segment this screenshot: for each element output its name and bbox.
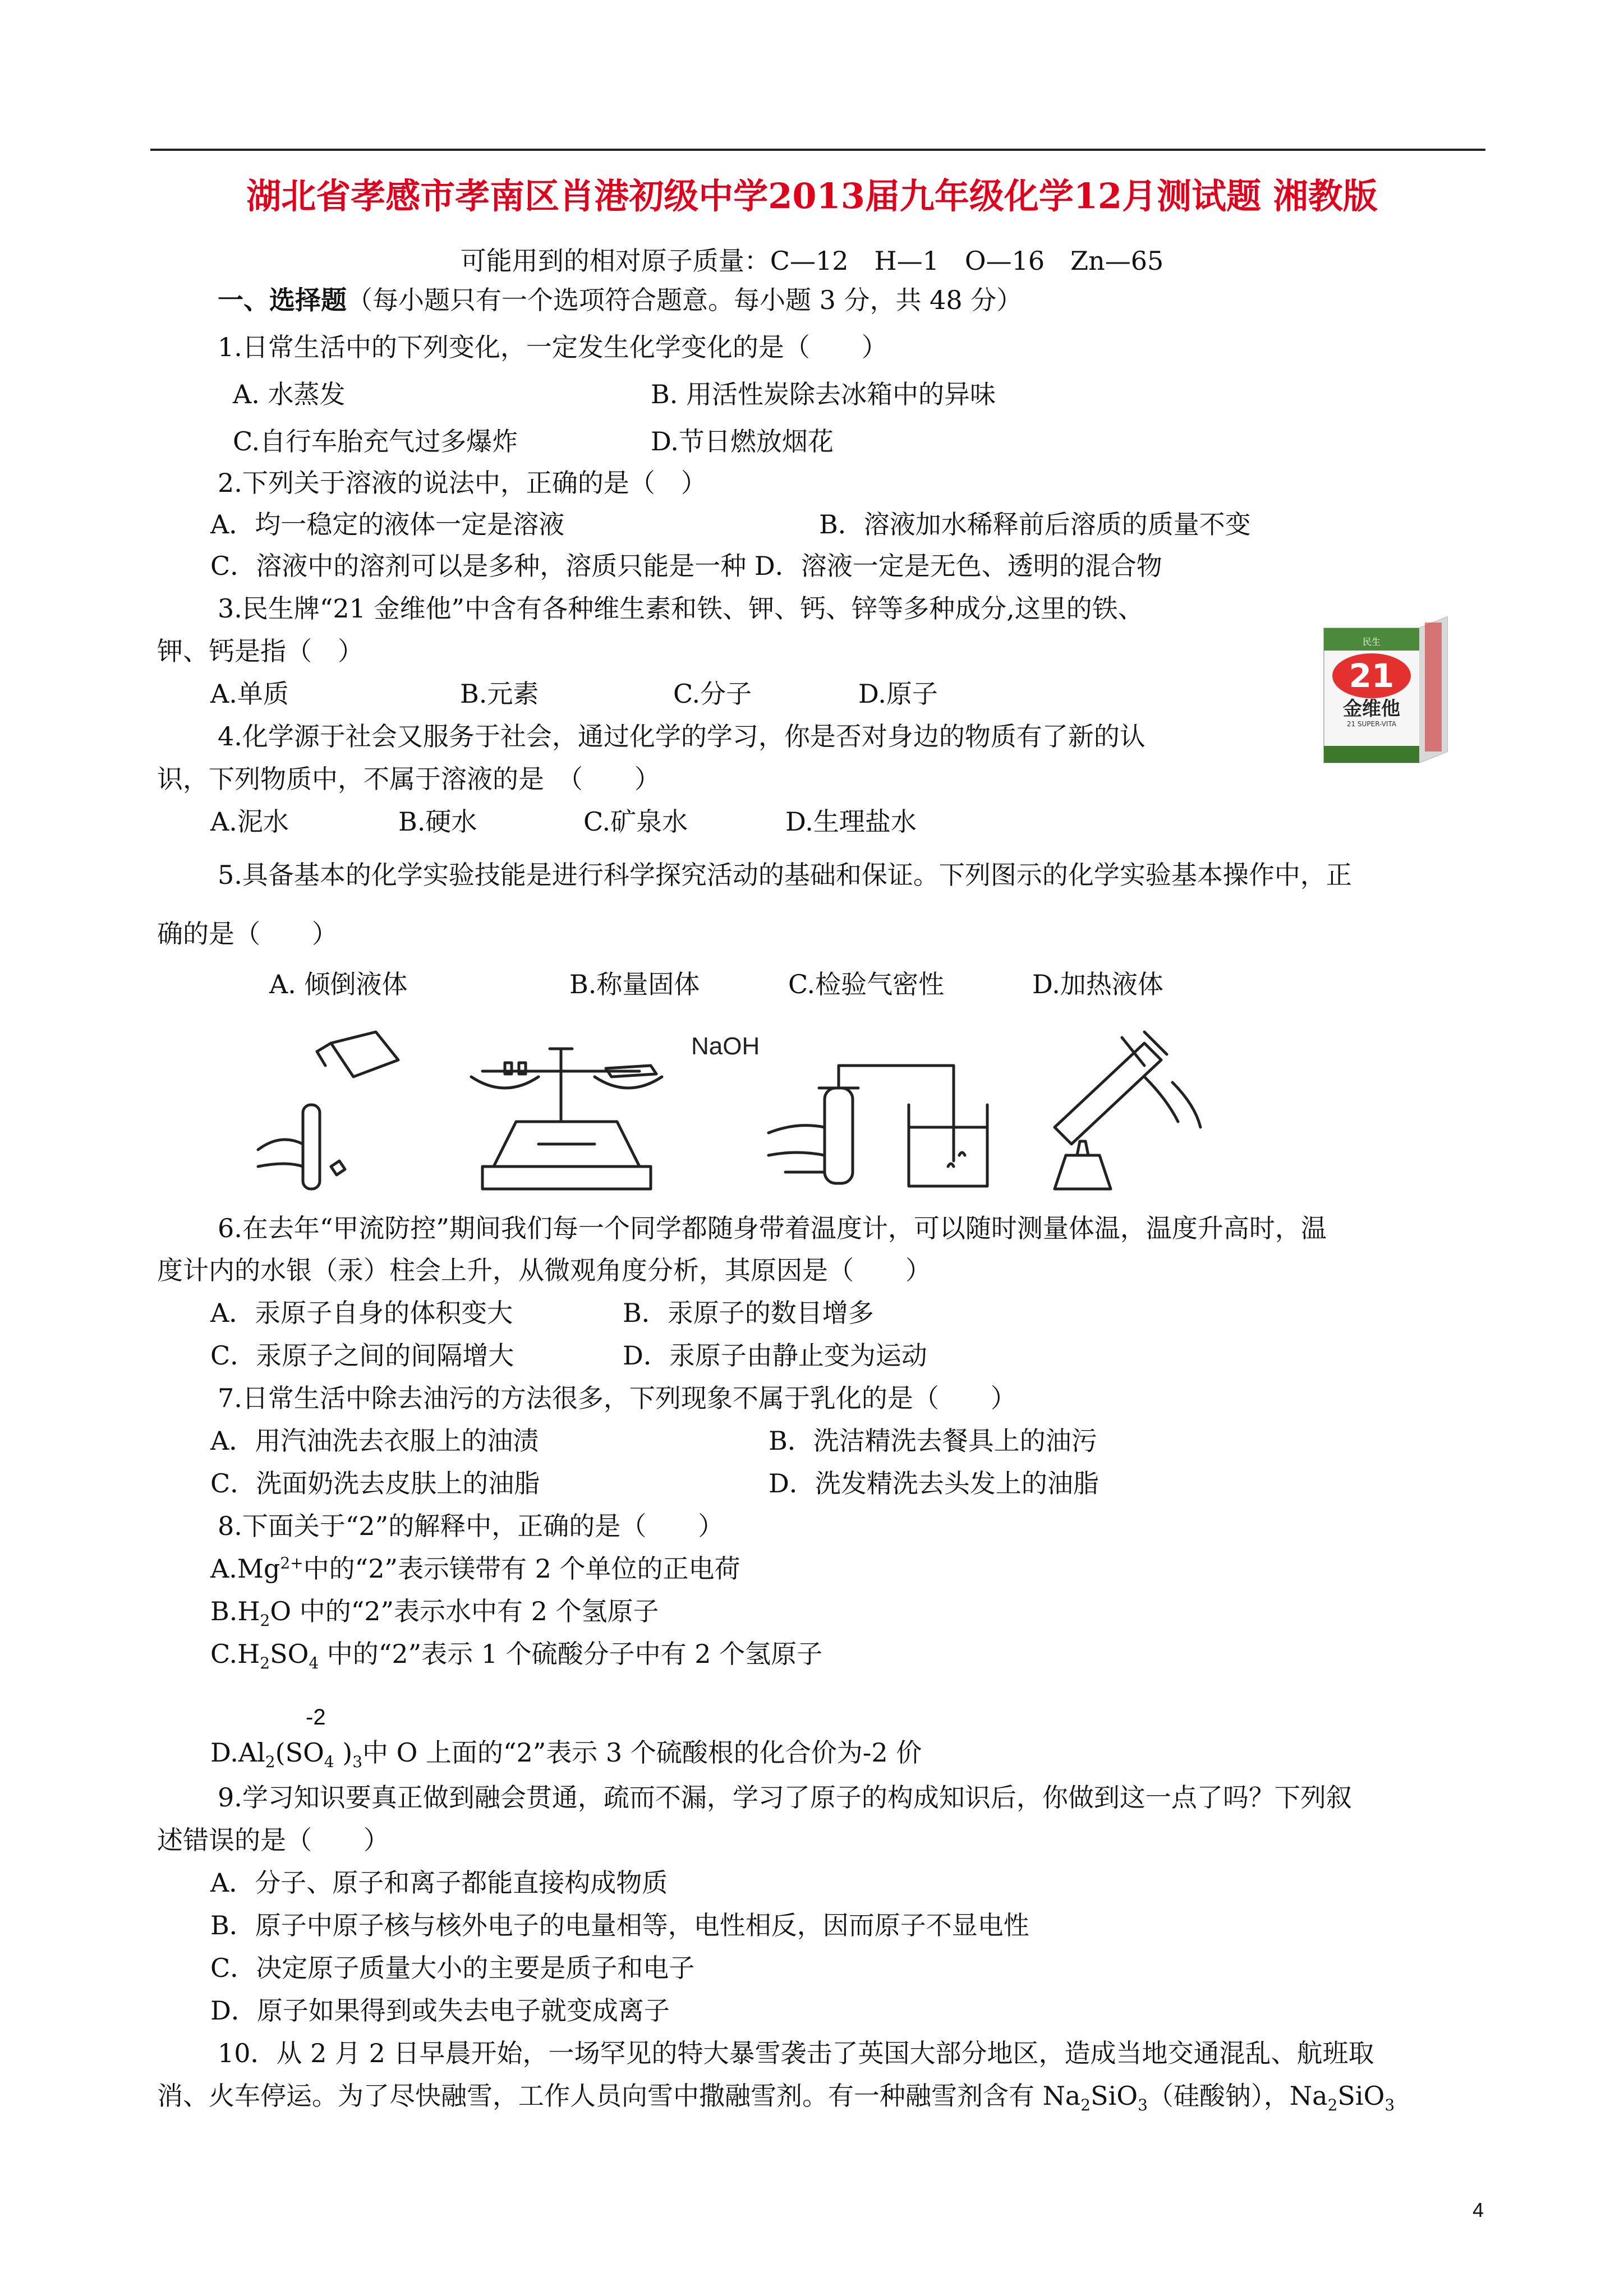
q10-formula-1: SiO <box>1091 2081 1138 2111</box>
q6-stem-1: 6.在去年“甲流防控”期间我们每一个同学都随身带着温度计，可以随时测量体温，温度升高时，温 <box>218 1213 1327 1243</box>
naoh-label: NaOH <box>691 1032 760 1060</box>
q8-d-subscript-3: 3 <box>352 1753 363 1772</box>
q3-option-c: C.分子 <box>673 679 752 709</box>
section-title: 一、选择题 <box>218 285 347 315</box>
q9-stem-2: 述错误的是（ ） <box>157 1825 389 1855</box>
q4-stem-1: 4.化学源于社会又服务于社会，通过化学的学习，你是否对身边的物质有了新的认 <box>218 721 1145 751</box>
q9-option-a: A．分子、原子和离子都能直接构成物质 <box>210 1868 668 1898</box>
q10-formula-2: SiO <box>1337 2081 1385 2111</box>
q1-option-a: A. 水蒸发 <box>233 379 346 409</box>
q10-sub-3: 2 <box>1327 2096 1338 2115</box>
q8-d-valence-mark: -2 <box>306 1705 326 1730</box>
q5-option-c: C.检验气密性 <box>788 969 945 999</box>
q8-option-b <box>210 1597 659 1630</box>
q3-option-d: D.原子 <box>858 679 938 709</box>
q9-stem-1: 9.学习知识要真正做到融会贯通，疏而不漏，学习了原子的构成知识后，你做到这一点了吗？下列叙 <box>218 1782 1352 1813</box>
q3-option-a: A.单质 <box>210 679 289 709</box>
q10-text-2: （硅酸钠），Na <box>1147 2081 1328 2111</box>
q10-stem-1: 10．从 2 月 2 日早晨开始，一场罕见的特大暴雪袭击了英国大部分地区，造成当地交通混乱、航班取 <box>218 2038 1374 2068</box>
q5-option-b: B.称量固体 <box>569 969 700 999</box>
q8-stem: 8.下面关于“2”的解释中，正确的是（ ） <box>218 1511 724 1541</box>
q8-c-subscript-1: 2 <box>260 1654 270 1673</box>
q8-b-formula: B.H <box>210 1596 260 1626</box>
section-note: （每小题只有一个选项符合题意。每小题 3 分，共 48 分） <box>347 285 1023 315</box>
document-title: 湖北省孝感市孝南区肖港初级中学2013届九年级化学12月测试题 湘教版 <box>246 176 1378 216</box>
q10-stem-2 <box>157 2082 1395 2114</box>
q8-option-a <box>210 1555 740 1583</box>
airtightness-figure <box>769 1066 987 1186</box>
balance-figure <box>471 1049 662 1189</box>
q8-d-formula-mid2: ) <box>334 1737 353 1768</box>
q4-option-b: B.硬水 <box>398 806 477 837</box>
atomic-masses: 可能用到的相对原子质量：C—12 H—1 O—16 Zn—65 <box>460 246 1164 276</box>
q1-option-b: B. 用活性炭除去冰箱中的异味 <box>651 379 996 409</box>
vitamin-box-image <box>1313 611 1459 774</box>
q3-stem-2: 钾、钙是指（ ） <box>157 636 364 666</box>
q8-b-subscript: 2 <box>260 1611 270 1630</box>
q8-a-text: 中的“2”表示镁带有 2 个单位的正电荷 <box>303 1553 740 1584</box>
heating-liquid-figure <box>1055 1032 1200 1189</box>
q2-stem: 2.下列关于溶液的说法中，正确的是（ ） <box>218 468 707 498</box>
box-brand: 民生 <box>1362 637 1381 647</box>
pouring-liquid-figure <box>258 1032 398 1189</box>
q8-c-formula-mid: SO <box>270 1639 309 1669</box>
q10-sub-4: 3 <box>1384 2096 1395 2115</box>
q2-option-cd: C．溶液中的溶剂可以是多种，溶质只能是一种 D．溶液一定是无色、透明的混合物 <box>210 551 1162 581</box>
q6-option-d: D．汞原子由静止变为运动 <box>623 1340 927 1371</box>
section-heading <box>218 286 1022 315</box>
q10-sub-2: 3 <box>1138 2096 1148 2115</box>
q8-a-charge: 2+ <box>280 1553 303 1573</box>
q8-c-formula: C.H <box>210 1639 260 1669</box>
q6-stem-2: 度计内的水银（汞）柱会上升，从微观角度分析，其原因是（ ） <box>157 1255 931 1285</box>
page-number: 4 <box>1472 2198 1484 2221</box>
q10-text: 消、火车停运。为了尽快融雪，工作人员向雪中撒融雪剂。有一种融雪剂含有 Na <box>157 2081 1081 2111</box>
q3-option-b: B.元素 <box>460 679 539 709</box>
q9-option-d: D．原子如果得到或失去电子就变成离子 <box>210 1995 670 2026</box>
q2-option-b: B．溶液加水稀释前后溶质的质量不变 <box>819 509 1251 540</box>
q6-option-b: B．汞原子的数目增多 <box>623 1298 874 1328</box>
q8-c-subscript-2: 4 <box>309 1654 319 1673</box>
q5-lab-figures <box>247 1021 1245 1195</box>
q9-option-b: B．原子中原子核与核外电子的电量相等，电性相反，因而原子不显电性 <box>210 1910 1029 1940</box>
q4-stem-2: 识，下列物质中，不属于溶液的是 （ ） <box>157 764 660 794</box>
q5-option-a: A. 倾倒液体 <box>269 969 408 999</box>
q5-stem-1: 5.具备基本的化学实验技能是进行科学探究活动的基础和保证。下列图示的化学实验基本操作中，正 <box>218 860 1352 890</box>
q7-option-b: B．洗洁精洗去餐具上的油污 <box>769 1426 1097 1456</box>
q8-option-d <box>210 1739 922 1771</box>
q8-d-subscript-2: 4 <box>324 1753 334 1772</box>
q8-c-text: 中的“2”表示 1 个硫酸分子中有 2 个氢原子 <box>319 1639 823 1669</box>
q8-d-formula-mid: (SO <box>275 1737 324 1768</box>
q9-option-c: C．决定原子质量大小的主要是质子和电子 <box>210 1953 695 1983</box>
q1-option-c: C.自行车胎充气过多爆炸 <box>233 426 518 457</box>
q8-b-text: O 中的“2”表示水中有 2 个氢原子 <box>270 1596 659 1626</box>
q1-stem: 1.日常生活中的下列变化，一定发生化学变化的是（ ） <box>218 332 887 362</box>
q7-option-a: A．用汽油洗去衣服上的油渍 <box>210 1426 539 1456</box>
q6-option-a: A．汞原子自身的体积变大 <box>210 1298 513 1328</box>
q8-a-formula: A.Mg <box>210 1553 280 1584</box>
box-en: 21 SUPER-VITA <box>1346 720 1397 728</box>
q4-option-d: D.生理盐水 <box>785 806 917 837</box>
box-name: 金维他 <box>1343 698 1400 720</box>
q7-option-d: D．洗发精洗去头发上的油脂 <box>769 1468 1099 1499</box>
q4-option-a: A.泥水 <box>210 806 289 837</box>
q8-d-subscript-1: 2 <box>265 1753 275 1772</box>
q1-option-d: D.节日燃放烟花 <box>651 426 834 457</box>
q2-option-a: A．均一稳定的液体一定是溶液 <box>210 509 565 540</box>
header-rule <box>150 149 1485 151</box>
q8-option-c <box>210 1640 822 1672</box>
q4-option-c: C.矿泉水 <box>583 806 688 837</box>
q8-d-text: 中 O 上面的“2”表示 3 个硫酸根的化合价为-2 价 <box>362 1737 922 1768</box>
box-number: 21 <box>1349 657 1395 695</box>
q7-option-c: C．洗面奶洗去皮肤上的油脂 <box>210 1468 540 1499</box>
q5-stem-2: 确的是（ ） <box>157 919 338 949</box>
q6-option-c: C．汞原子之间的间隔增大 <box>210 1340 514 1371</box>
q3-stem-1: 3.民生牌“21 金维他”中含有各种维生素和铁、钾、钙、锌等多种成分,这里的铁、 <box>218 593 1144 624</box>
q5-option-d: D.加热液体 <box>1032 969 1163 999</box>
q10-sub-1: 2 <box>1080 2096 1091 2115</box>
q7-stem: 7.日常生活中除去油污的方法很多，下列现象不属于乳化的是（ ） <box>218 1383 1016 1413</box>
q8-d-formula: D.Al <box>210 1737 265 1768</box>
